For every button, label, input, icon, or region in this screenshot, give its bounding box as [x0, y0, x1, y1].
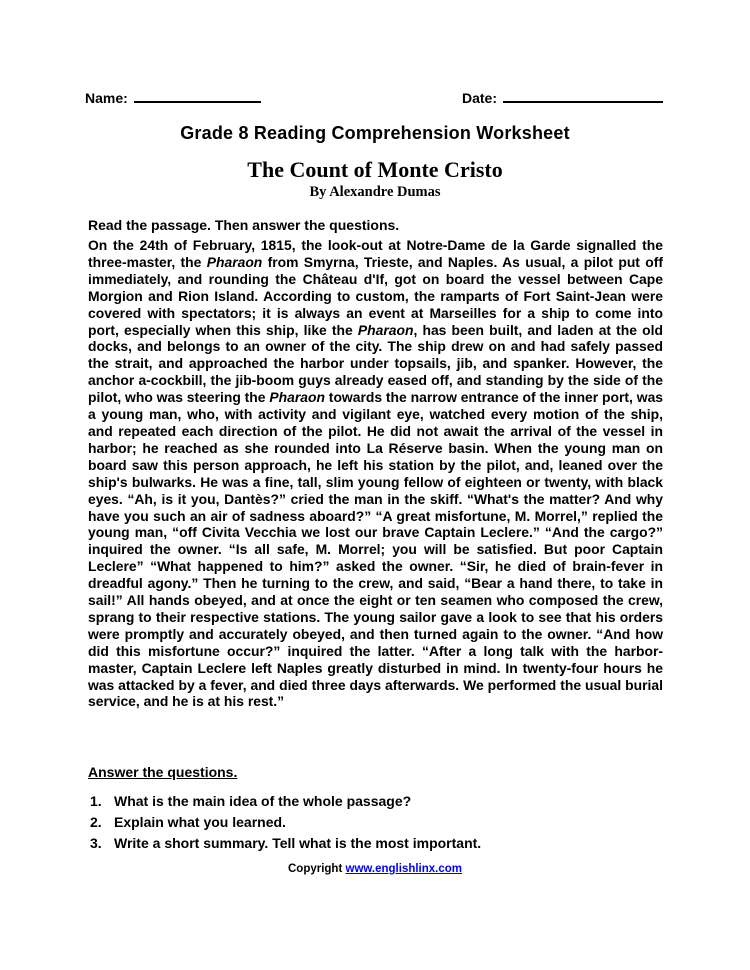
- question-text: What is the main idea of the whole passage?: [114, 793, 412, 809]
- byline: By Alexandre Dumas: [309, 184, 441, 200]
- question-item: [90, 812, 660, 833]
- question-number: 2.: [90, 814, 102, 830]
- date-input-line[interactable]: [503, 88, 663, 103]
- answer-questions-heading: Answer the questions.: [88, 764, 238, 780]
- question-text: Write a short summary. Tell what is the most important.: [114, 835, 482, 851]
- question-item: [90, 791, 660, 812]
- passage-title: The Count of Monte Cristo: [247, 157, 503, 182]
- questions-list: [90, 791, 660, 854]
- question-number: 3.: [90, 835, 102, 851]
- copyright-link[interactable]: www.englishlinx.com: [345, 863, 463, 875]
- worksheet-title: Grade 8 Reading Comprehension Worksheet: [180, 123, 570, 143]
- name-date-row: [85, 88, 663, 106]
- name-field: [85, 88, 261, 106]
- instructions-text: Read the passage. Then answer the questions.: [88, 217, 400, 233]
- name-label: Name:: [85, 90, 128, 106]
- name-input-line[interactable]: [134, 88, 261, 103]
- question-text: Explain what you learned.: [114, 814, 286, 830]
- date-label: Date:: [461, 90, 497, 106]
- copyright-footer: [0, 863, 750, 875]
- passage-text: On the 24th of February, 1815, the look-out at Notre-Dame de la Garde signalled the three-master, the Pharaon from Smyrna, Trieste, and Naples. As usual, a pilot put off immediately, and rounding the Château d'If, got on board the vessel between Cape Morgion and Rion Island. According to custom, the ramparts of Fort Saint-Jean were covered with spectators; it is always an event at Marseilles for a ship to come into port, especially when this ship, like the Pharaon, has been built, and laden at the old docks, and belongs to an owner of the city. The ship drew on and had safely passed the strait, and approached the harbor under topsails, jib, and spanker. However, the anchor a-cockbill, the jib-boom guys already eased off, and standing by the side of the pilot, who was steering the Pharaon towards the narrow entrance of the inner port, was a young man, who, with activity and vigilant eye, watched every motion of the ship, and repeated each direction of the pilot. He did not await the arrival of the vessel in harbor; he reached as she rounded into La Réserve basin. When the young man on board saw this person approach, he left his station by the pilot, and, leaned over the ship's bulwarks. He was a fine, tall, slim young fellow of eighteen or twenty, with black eyes. “Ah, is it you, Dantès?” cried the man in the skiff. “What's the matter? And why have you such an air of sadness aboard?” “A great misfortune, M. Morrel,” replied the young man, “off Civita Vecchia we lost our brave Captain Leclere.” “And the cargo?” inquired the owner. “Is all safe, M. Morrel; you will be satisfied. But poor Captain Leclere” “What happened to him?” asked the owner. “Sir, he died of brain-fever in dreadful agony.” Then he turning to the crew, and said, “Bear a hand there, to take in sail!” All hands obeyed, and at once the eight or ten seamen who composed the crew, sprang to their respective stations. The young sailor gave a look to see that his orders were promptly and accurately obeyed, and then turned again to the owner. “And how did this misfortune occur?” inquired the latter. “After a long talk with the harbor-master, Captain Leclere left Naples greatly disturbed in mind. In twenty-four hours he was attacked by a fever, and died three days afterwards. We performed the usual burial service, and he is at his rest.”: [88, 237, 664, 710]
- passage-section: [88, 216, 663, 710]
- date-field: [462, 88, 663, 106]
- copyright-label: Copyright: [287, 863, 343, 875]
- question-item: [90, 833, 660, 854]
- question-number: 1.: [90, 793, 102, 809]
